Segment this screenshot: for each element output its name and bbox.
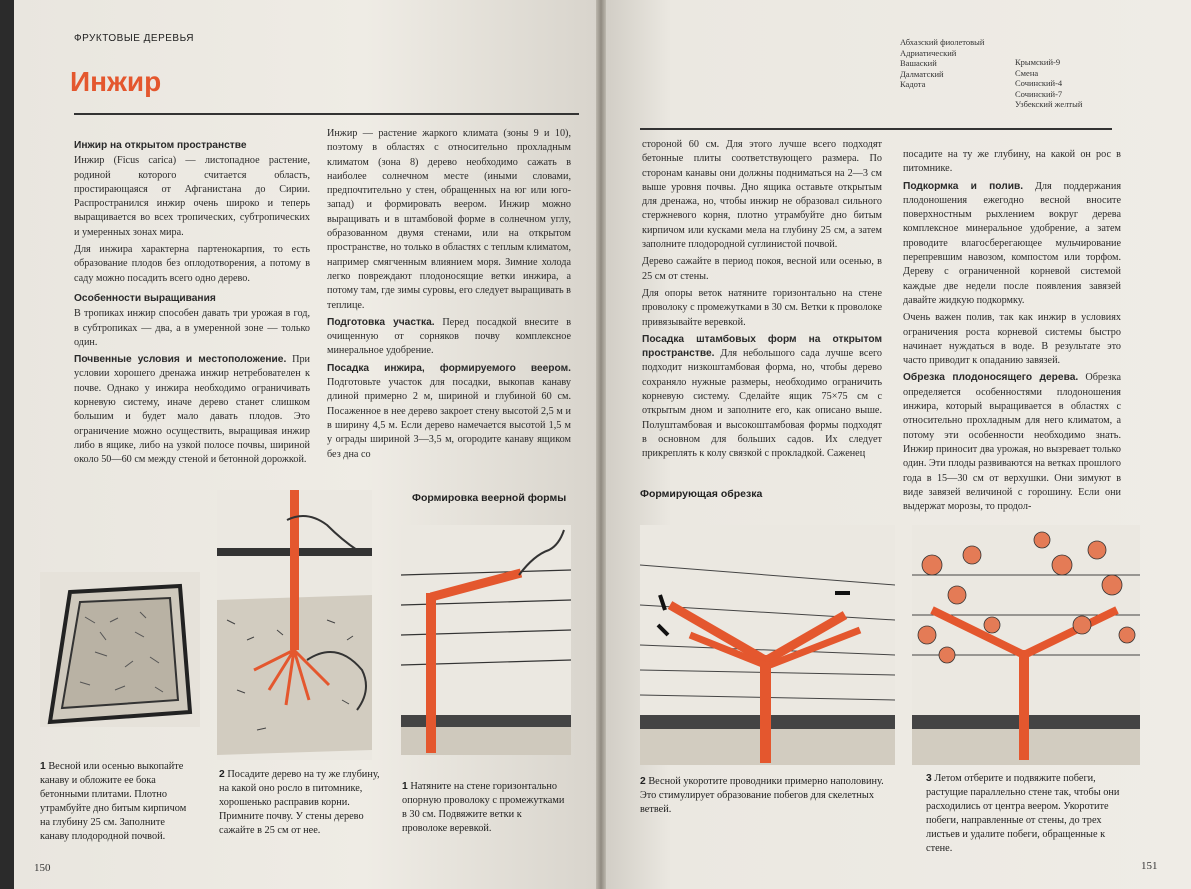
figure-trench-box: [40, 572, 200, 727]
right-column-1: [642, 138, 882, 465]
paragraph: Инжир — растение жаркого климата (зоны 9 и 10), поэтому в областях с относительно прохладным климатом (зона 8) дерево необходимо сажать в наиболее солнечном месте (иными словами, предпочтительно у стен, обращенных на юг или юго-запад) и формировать веером. Инжир можно выращивать и в штамбовой форме в солнечном углу, образованном двумя стенами, или на открытом пространстве, но только в областях с теплым климатом, например смягченным влиянием моря. Зимние холода легко повреждают плодоносящие ветки инжира, а потому там, где зимы суровы, его следует выращивать в теплице.: [327, 128, 571, 311]
run-in-heading-planting: Посадка инжира, формируемого веером.: [327, 362, 571, 374]
figure-planting-tree: [217, 490, 372, 760]
variety-list-1: [900, 37, 1005, 90]
paragraph: Для инжира характерна партенокарпия, то есть образование плодов без оплодотворения, а потому в саду можно посадить всего одно дерево.: [74, 244, 310, 284]
caption-number: 2: [219, 769, 225, 780]
section-header: ФРУКТОВЫЕ ДЕРЕВЬЯ: [74, 33, 194, 44]
page-title: Инжир: [70, 66, 162, 97]
caption-text: Весной или осенью выкопайте канаву и обложите ее бока бетонными плитами. Плотно утрамбуйте дно битым кирпичом на глубину 25 см. Заполните канаву плодородной почвой.: [40, 761, 187, 842]
run-in-heading-standard: Посадка штамбовых форм на открытом пространстве.: [642, 333, 882, 360]
heading-open-space: Инжир на открытом пространстве: [74, 140, 247, 151]
left-column-2: [327, 127, 571, 465]
page-number-left: 150: [34, 862, 51, 874]
caption-number: 1: [40, 761, 46, 772]
illustration-title-fan: Формировка веерной формы: [412, 492, 567, 504]
variety-item: Абхазский фиолетовый: [900, 37, 985, 47]
paragraph-text: Обрезка определяется особенностями плодоношения инжира, который выращивается в областях с относительно прохладным для него климатом, а потому эти особенности необходимо знать. Инжир приносит два урожая, но вызревает только один. Эти плоды развиваются на ветках прошлого года в 15—30 см от верхушки. Они зимуют в виде завязей величиной с горошину. Если они выдержат морозы, то продол-: [903, 372, 1121, 513]
figure-summer-shoots: [912, 525, 1140, 765]
variety-item: Вашаский: [900, 58, 937, 68]
variety-item: Сочинский-4: [1015, 78, 1063, 88]
title-rule: [74, 113, 579, 115]
paragraph-text: Для поддержания плодоношения ежегодно весной вносите поверхностным рыхлением вокруг дерева комплексное минеральное удобрение, а затем проводите влагосберегающее мульчирование перепревшим навозом, компостом или торфом. Дереву с ограниченной корневой системой каждые две недели после появления завязей давайте жидкую подкормку.: [903, 180, 1122, 306]
paragraph-text: Для небольшого сада лучше всего подходит низкоштамбовая форма, но, чтобы дерево сохраняло нужные размеры, необходимо ограничить корневую систему. Сделайте ящик 75×75 см с открытым дном и заполните его, как описано выше. Полуштамбовая и высокоштамбовая формы подходят в основном для больших садов. Их следует прикреплять к колу связкой с прокладкой. Саженец: [642, 348, 883, 460]
caption-2: [219, 768, 384, 838]
caption-text: Натяните на стене горизонтально опорную проволоку с промежутками в 30 см. Подвяжите ветки к проволоке веревкой.: [402, 781, 565, 834]
variety-item: Крымский-9: [1015, 57, 1061, 67]
caption-right-3: [926, 772, 1126, 856]
variety-item: Адриатический: [900, 47, 957, 58]
paragraph: В тропиках инжир способен давать три урожая в год, в субтропиках — два, а в умеренной зоне — только один.: [74, 308, 310, 348]
paragraph: [642, 333, 882, 462]
paragraph: [327, 316, 571, 359]
variety-item: Далматский: [900, 68, 944, 79]
paragraph: Дерево сажайте в период покоя, весной или осенью, в 25 см от стены.: [642, 256, 882, 282]
paragraph: стороной 60 см. Для этого лучше всего подходят бетонные плиты соответствующего размера. По сторонам канавы они должны подниматься на 2—3 см выше уровня почвы. Дно ящика оставьте открытым для дренажа, но, чтобы инжир не образовал сильного стержневого корня, плотно утрамбуйте дно битым кирпичом или кусками мела на глубину 25 см, а затем заполните плодородной суглинистой почвой.: [642, 139, 882, 251]
paragraph-text: При условии хорошего дренажа инжир нетребователен к почве. Однако у инжира необходимо ограничивать корневую систему, иначе дерево станет слишком большим и будет мало давать плодов. Это ограничение можно осуществить, выращивая инжир либо в ящике, либо на узкой полосе почвы, шириной около 50—60 см между стеной и бетонной дорожкой.: [74, 354, 311, 466]
figure-spring-pruning: [640, 525, 895, 765]
variety-item: Сочинский-7: [1015, 88, 1063, 99]
illustration-title-pruning: Формирующая обрезка: [640, 488, 763, 500]
caption-right-2: [640, 775, 890, 817]
paragraph: [903, 180, 1121, 309]
variety-item: Узбекский желтый: [1015, 99, 1083, 109]
run-in-heading-feeding: Подкормка и полив.: [903, 180, 1024, 192]
run-in-heading-pruning: Обрезка плодоносящего дерева.: [903, 372, 1079, 384]
right-column-2: [903, 148, 1121, 517]
paragraph: посадите на ту же глубину, на какой он рос в питомнике.: [903, 149, 1121, 175]
paragraph: [74, 353, 310, 467]
paragraph: [327, 362, 571, 462]
figure-fan-wires: [401, 525, 571, 755]
variety-list-2: [1015, 57, 1120, 110]
left-column-1: [74, 133, 310, 471]
caption-text: Летом отберите и подвяжите побеги, растущие параллельно стене так, чтобы они расходились от центра веером. Укоротите побеги, направленные от стены, до трех листьев и удалите побеги, обращенные к стене.: [926, 773, 1120, 854]
heading-growing: Особенности выращивания: [74, 292, 216, 304]
paragraph-text: Подготовьте участок для посадки, выкопав канаву длиной примерно 2 м, шириной и глубиной 60 см. Посаженное в нее дерево закроет стену высотой 2,5 м и в ширину 4,5 м. Если дерево намечается высотой 1,5 м у ограды шириной 3—3,5 м, огородите канаву ящиком без дна со: [327, 377, 571, 460]
variety-item: Кадота: [900, 79, 926, 89]
caption-text: Весной укоротите проводники примерно наполовину. Это стимулирует образование побегов для скелетных ветвей.: [640, 776, 884, 815]
run-in-heading-soil: Почвенные условия и местоположение.: [74, 354, 287, 366]
paragraph: Для опоры веток натяните горизонтально на стене проволоку с промежутками в 30 см. Ветки к проволоке привязывайте веревкой.: [642, 287, 882, 328]
paragraph: Очень важен полив, так как инжир в условиях ограничения роста корневой системы быстро начинает нуждаться в воде. В результате это часто приводит к опаданию завязей.: [903, 312, 1121, 367]
paragraph-text: Перед посадкой внесите в очищенную от сорняков почву комплексное минеральное удобрение.: [327, 316, 572, 357]
run-in-heading-prep: Подготовка участка.: [327, 316, 435, 328]
book-gutter: [596, 0, 606, 889]
paragraph: Инжир (Ficus carica) — листопадное растение, родиной которого считается область, простирающаяся от Афганистана до Сирии. Распространился инжир очень широко и теперь выращивается во всех тропических, субтропических и умеренных зонах мира.: [74, 155, 310, 238]
caption-3: [402, 780, 567, 836]
caption-number: 3: [926, 773, 932, 784]
variety-item: Смена: [1015, 67, 1039, 78]
caption-number: 2: [640, 776, 646, 787]
caption-text: Посадите дерево на ту же глубину, на какой оно росло в питомнике, хорошенько расправив корни. Примните почву. У стены дерево сажайте в 25 см от нее.: [219, 769, 380, 836]
right-rule: [640, 128, 1112, 130]
paragraph: [903, 371, 1121, 514]
caption-1: [40, 760, 190, 844]
caption-number: 1: [402, 781, 408, 792]
page-number-right: 151: [1141, 860, 1158, 872]
